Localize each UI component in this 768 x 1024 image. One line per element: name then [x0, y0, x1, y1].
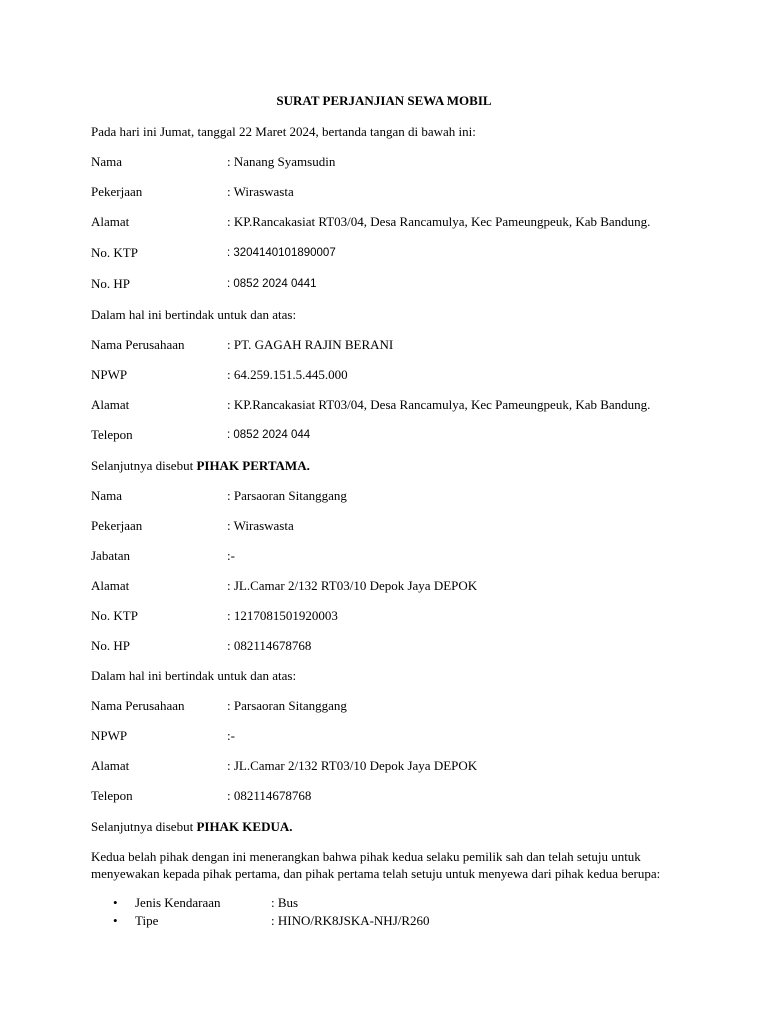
p1-acting-text: Dalam hal ini bertindak untuk dan atas: [91, 307, 297, 322]
field-value: : 1217081501920003 [227, 608, 338, 623]
field-label: Pekerjaan [91, 518, 143, 533]
field-value: : 0852 2024 0441 [227, 278, 317, 290]
document-title: SURAT PERJANJIAN SEWA MOBIL [276, 93, 492, 108]
field-value: : 082114678768 [227, 788, 312, 803]
field-value: : Parsaoran Sitanggang [227, 488, 347, 503]
field-label: Jabatan [91, 548, 130, 563]
designation-prefix: Selanjutnya disebut [91, 458, 197, 473]
field-label: NPWP [91, 367, 128, 382]
p2-designation [91, 819, 293, 835]
field-label: NPWP [91, 728, 128, 743]
field-value: : 0852 2024 044 [227, 429, 311, 441]
field-label: No. HP [91, 276, 131, 291]
field-value: : KP.Rancakasiat RT03/04, Desa Rancamulya, Kec Pameungpeuk, Kab Bandung. [227, 214, 651, 229]
vehicle-label: Jenis Kendaraan [135, 895, 221, 910]
field-label: Nama Perusahaan [91, 698, 185, 713]
field-value: : PT. GAGAH RAJIN BERANI [227, 337, 394, 352]
designation-label: PIHAK PERTAMA. [196, 458, 310, 473]
p1-designation [91, 458, 310, 474]
designation-label: PIHAK KEDUA. [196, 819, 293, 834]
field-value: : 3204140101890007 [227, 247, 336, 259]
bullet-icon: • [113, 913, 118, 928]
intro-text: Pada hari ini Jumat, tanggal 22 Maret 2024, bertanda tangan di bawah ini: [91, 124, 476, 139]
agreement-paragraph: Kedua belah pihak dengan ini menerangkan bahwa pihak kedua selaku pemilik sah dan telah setuju untuk menyewakan kepada pihak pertama, dan pihak pertama telah setuju untuk menyewa dari pihak kedua berupa: [91, 849, 661, 881]
field-value: : Wiraswasta [227, 184, 294, 199]
field-label: Telepon [91, 427, 133, 442]
field-value: : JL.Camar 2/132 RT03/10 Depok Jaya DEPOK [227, 578, 478, 593]
field-value: :- [227, 548, 235, 563]
field-value: : KP.Rancakasiat RT03/04, Desa Rancamulya, Kec Pameungpeuk, Kab Bandung. [227, 397, 651, 412]
field-label: Alamat [91, 397, 130, 412]
designation-prefix: Selanjutnya disebut [91, 819, 197, 834]
field-label: Nama [91, 488, 123, 503]
p2-acting-text: Dalam hal ini bertindak untuk dan atas: [91, 668, 297, 683]
field-value: : 64.259.151.5.445.000 [227, 367, 348, 382]
bullet-icon: • [113, 895, 118, 910]
field-label: Telepon [91, 788, 133, 803]
vehicle-label: Tipe [135, 913, 159, 928]
field-label: No. HP [91, 638, 131, 653]
field-value: : Parsaoran Sitanggang [227, 698, 347, 713]
field-label: Alamat [91, 578, 130, 593]
field-value: : JL.Camar 2/132 RT03/10 Depok Jaya DEPOK [227, 758, 478, 773]
field-label: Nama [91, 154, 123, 169]
field-label: No. KTP [91, 608, 138, 623]
field-label: No. KTP [91, 245, 138, 260]
field-label: Pekerjaan [91, 184, 143, 199]
field-value: : Wiraswasta [227, 518, 294, 533]
field-label: Nama Perusahaan [91, 337, 185, 352]
field-value: :- [227, 728, 235, 743]
field-label: Alamat [91, 214, 130, 229]
vehicle-value: : HINO/RK8JSKA-NHJ/R260 [271, 913, 430, 928]
field-label: Alamat [91, 758, 130, 773]
vehicle-value: : Bus [271, 895, 299, 910]
field-value: : Nanang Syamsudin [227, 154, 336, 169]
field-value: : 082114678768 [227, 638, 312, 653]
